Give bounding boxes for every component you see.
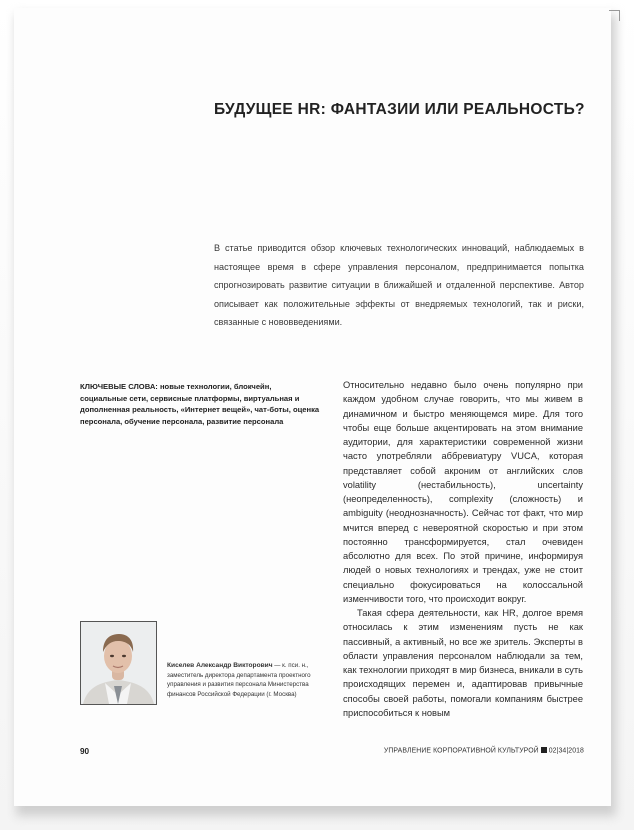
author-info [167,661,322,699]
page-number: 90 [80,747,90,756]
body-paragraph: Относительно недавно было очень популярно при каждом удобном случае говорить, что мы живем в динамичном и быстро меняющемся мире. Для того чтобы еще больше акцентировать на этом внимание аудитории, для характеристики современной жизни часто употребляли аббревиатуру VUCA, которая представляет собой акроним от английских слов volatility (нестабильность), uncertainty (неопределенность), complexity (сложность) и ambiguity (неоднозначность). Сейчас тот факт, что мир мчится вперед с невероятной скоростью и при этом постоянно трансформируется, стал очевиден абсолютно для всех. По этой причине, информируя людей о новых технологиях и трендах, уже не стоит специально фокусироваться на колоссальной изменчивости того, что происходит вокруг. [343,380,583,604]
square-bullet-icon [541,747,547,753]
author-name: Киселев Александр Викторович [167,662,273,669]
keywords-text: новые технологии, блокчейн, социальные сети, сервисные платформы, виртуальная и дополненная реальность, «Интернет вещей», чат-боты, оценка персонала, обучение персонала, развитие персонала [80,382,320,426]
author-photo [80,621,157,705]
article-abstract: В статье приводится обзор ключевых технологических инноваций, наблюдаемых в настоящее время в сфере управления персоналом, предпринимается попытка спрогнозировать развитие ситуации в ближайшей и отдаленной перспективе. Автор описывает как положительные эффекты от внедряемых технологий, так и риски, связанные с нововведениями. [214,243,584,328]
issue-number: 02|34|2018 [548,747,584,755]
body-paragraph: Такая сфера деятельности, как HR, долгое время относилась к этим изменениям пусть не как пассивный, а активный, но все же зритель. Эксперты в области управления персоналом наблюдали за тем, как технологии приходят в мир бизнеса, вникали в суть происходящих перемен и, адаптировав привычные способы своей работы, помогали компаниям быстрее приспособиться к новым [343,608,583,718]
keywords-block [80,381,320,427]
article-body [343,378,583,720]
article-title: БУДУЩЕЕ HR: ФАНТАЗИИ ИЛИ РЕАЛЬНОСТЬ? [214,101,585,118]
author-portrait-icon [81,622,156,704]
author-details: — к. пси. н., заместитель директора департамента проектного управления и развития персонала Министерства финансов Российской Федерации (г. Москва) [167,662,311,698]
crop-mark [609,10,620,21]
keywords-label: КЛЮЧЕВЫЕ СЛОВА: [80,382,158,391]
journal-name: УПРАВЛЕНИЕ КОРПОРАТИВНОЙ КУЛЬТУРОЙ [383,747,539,755]
footer-journal [380,747,584,754]
